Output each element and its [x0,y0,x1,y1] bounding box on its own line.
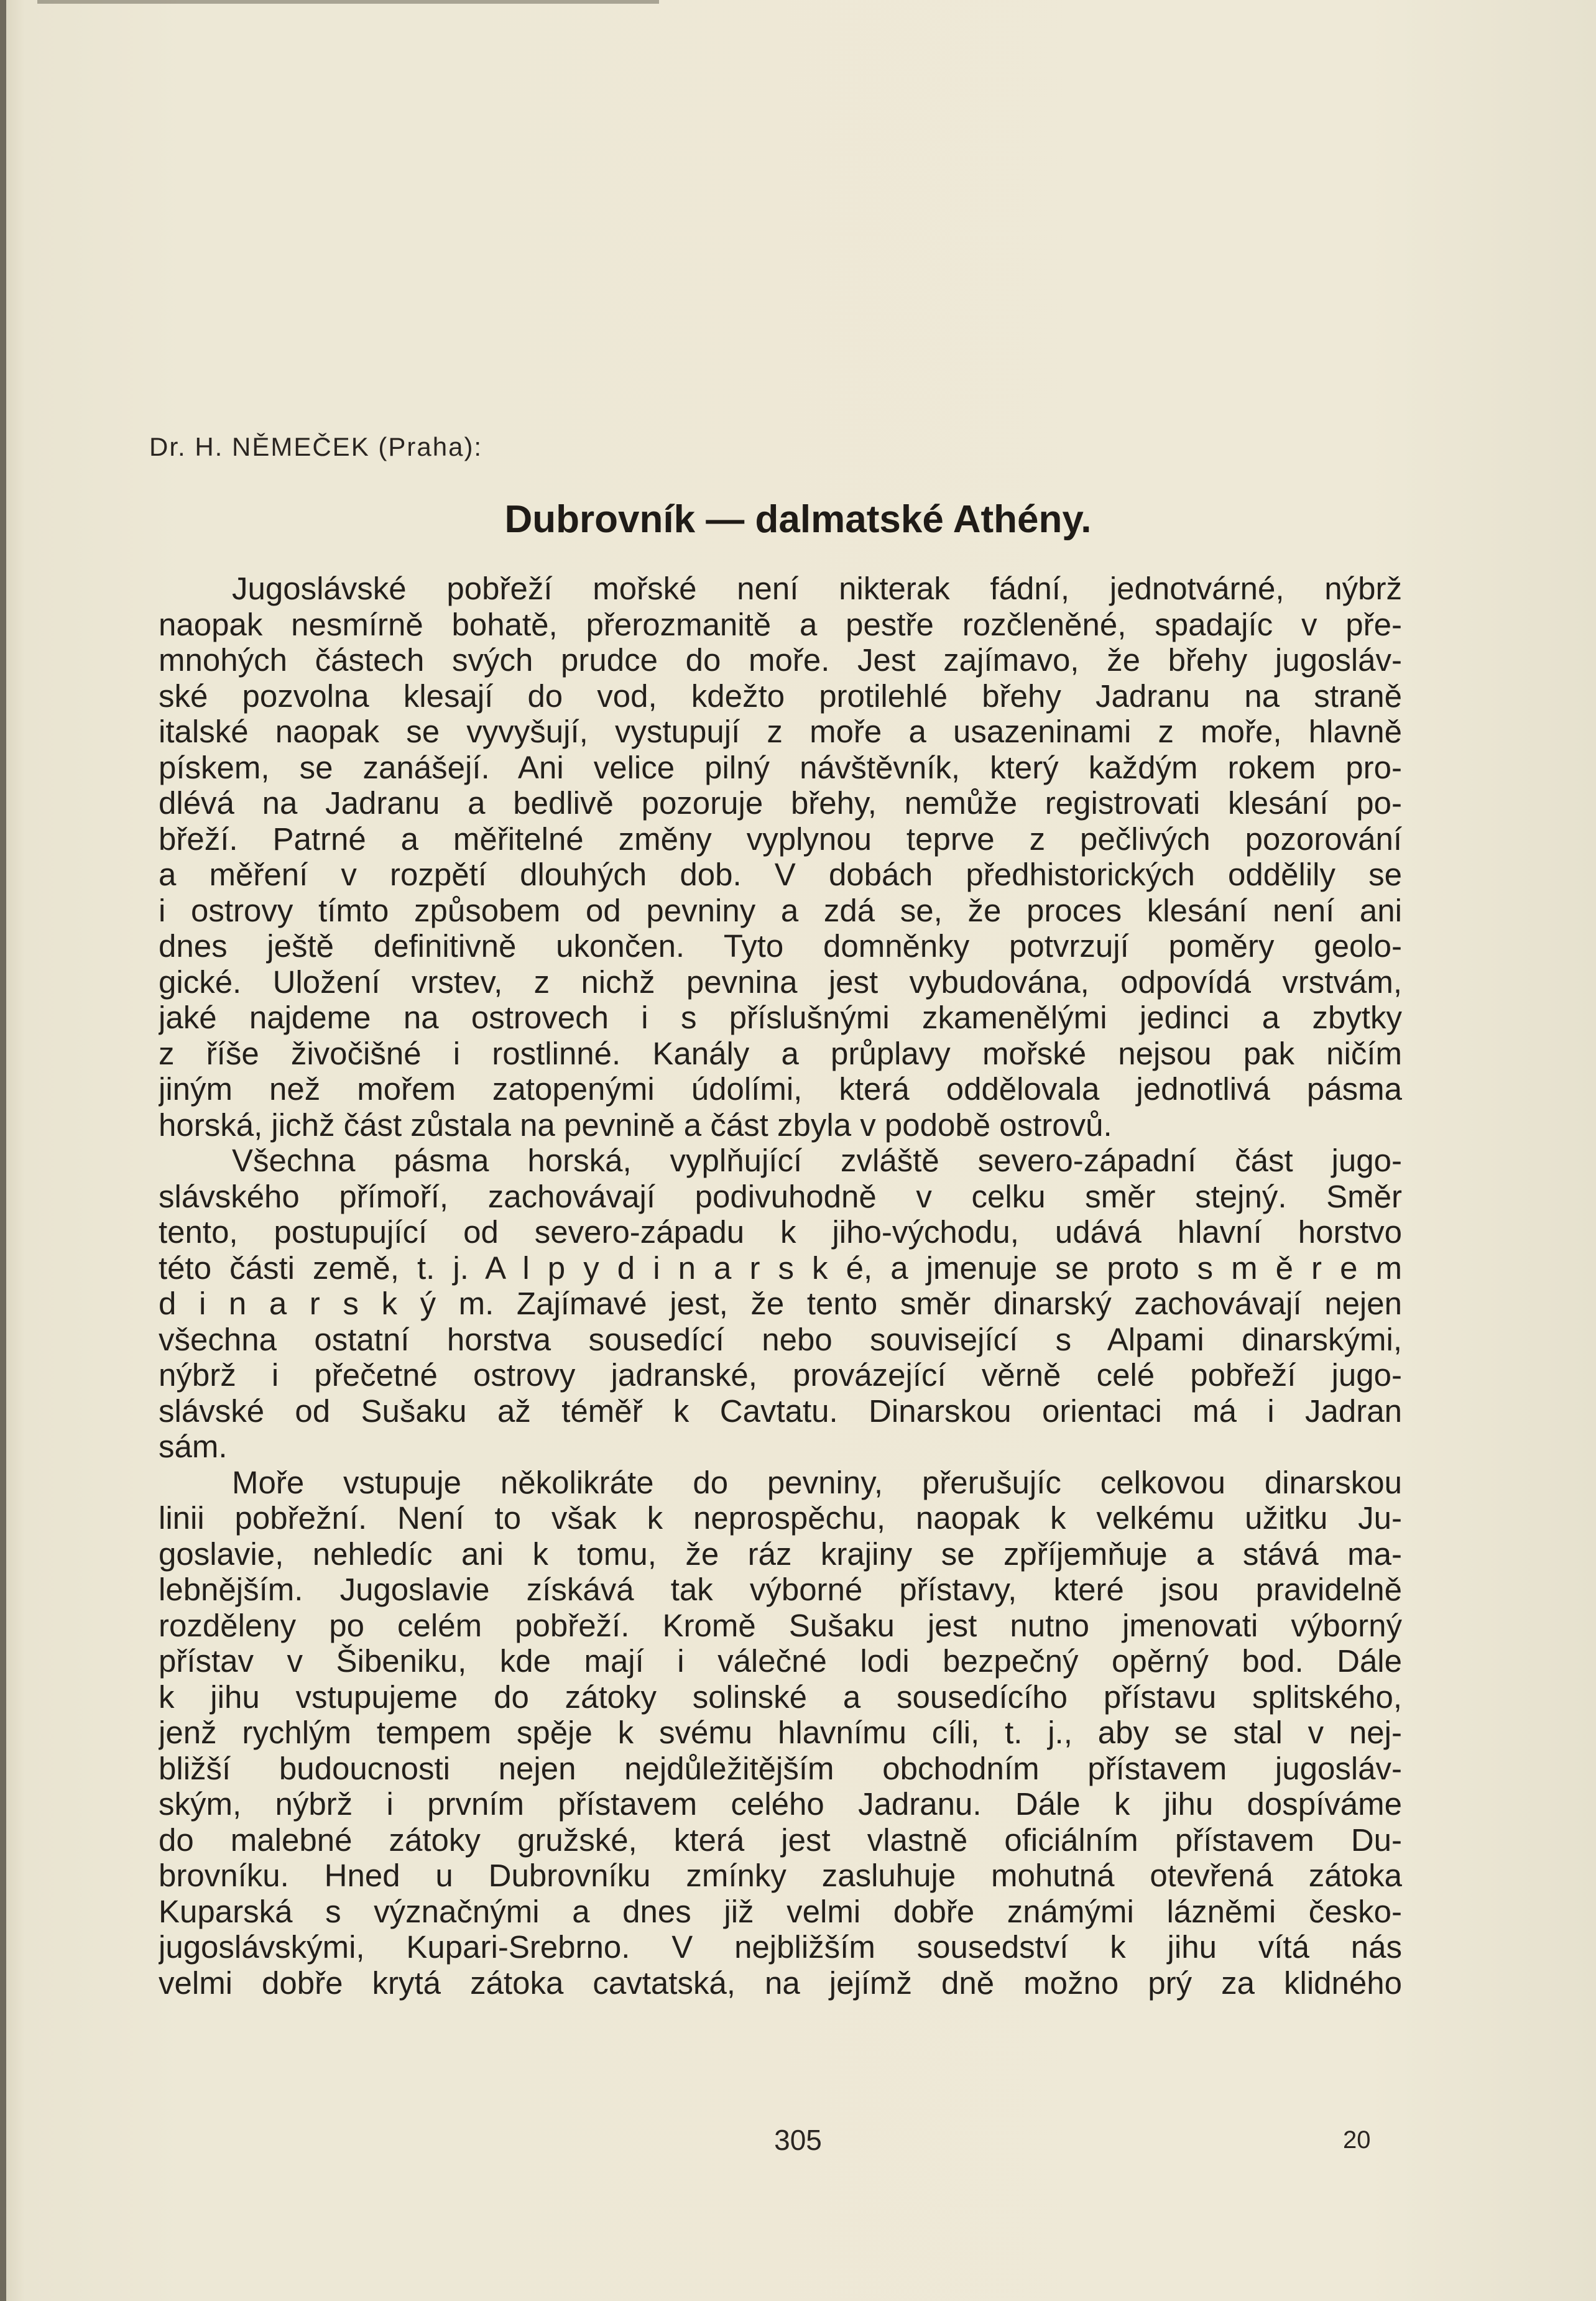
text-line: z říše živočišné i rostlinné. Kanály a průplavy mořské nejsou pak ničím [159,1035,1402,1071]
book-spine-edge [0,0,6,2301]
text-line: Všechna pásma horská, vyplňující zvláště severo-západní část jugo- [232,1143,1402,1178]
paragraph-2 [159,1143,1402,1465]
text-line: nýbrž i přečetné ostrovy jadranské, provázející věrně celé pobřeží jugo- [159,1357,1402,1393]
paragraph-3 [159,1465,1402,2001]
text-line: slávského přímoří, zachovávají podivuhodně v celku směr stejný. Směr [159,1178,1402,1214]
text-line: goslavie, nehledíc ani k tomu, že ráz krajiny se zpříjemňuje a stává ma- [159,1536,1402,1572]
text-line: přístav v Šibeniku, kde mají i válečné lodi bezpečný opěrný bod. Dále [159,1643,1402,1679]
text-line: Moře vstupuje několikráte do pevniny, přerušujíc celkovou dinarskou [232,1464,1402,1500]
text-line: Jugoslávské pobřeží mořské není nikterak fádní, jednotvárné, nýbrž [232,571,1402,606]
text-line: a měření v rozpětí dlouhých dob. V dobách předhistorických oddělily se [159,857,1402,892]
text-line: i ostrovy tímto způsobem od pevniny a zdá se, že proces klesání není ani [159,892,1402,928]
text-line: jaké najdeme na ostrovech i s příslušnými zkamenělými jedinci a zbytky [159,1000,1402,1035]
article-body [159,571,1402,2001]
text-line: ské pozvolna klesají do vod, kdežto protilehlé břehy Jadranu na straně [159,678,1402,714]
text-line: bližší budoucnosti nejen nejdůležitějším obchodním přístavem jugosláv- [159,1750,1402,1786]
text-line: mnohých částech svých prudce do moře. Jest zajímavo, že břehy jugosláv- [159,642,1402,678]
text-line: slávské od Sušaku až téměř k Cavtatu. Dinarskou orientaci má i Jadran [159,1393,1402,1429]
text-line: tento, postupující od severo-západu k jiho-východu, udává hlavní horstvo [159,1214,1402,1250]
paragraph-1 [159,571,1402,1143]
text-line: k jihu vstupujeme do zátoky solinské a sousedícího přístavu splitského, [159,1679,1402,1715]
text-line: italské naopak se vyvyšují, vystupují z moře a usazeninami z moře, hlavně [159,714,1402,749]
text-line: rozděleny po celém pobřeží. Kromě Sušaku jest nutno jmenovati výborný [159,1607,1402,1643]
text-line: jiným než mořem zatopenými údolími, která oddělovala jednotlivá pásma [159,1071,1402,1107]
text-line: všechna ostatní horstva sousedící nebo související s Alpami dinarskými, [159,1321,1402,1357]
text-line: ským, nýbrž i prvním přístavem celého Jadranu. Dále k jihu dospíváme [159,1786,1402,1822]
article-title: Dubrovník — dalmatské Athény. [504,498,1092,541]
text-line: naopak nesmírně bohatě, přerozmanitě a pestře rozčleněné, spadajíc v pře- [159,606,1402,642]
text-line: horská, jichž část zůstala na pevnině a část zbyla v podobě ostrovů. [159,1107,1112,1143]
text-line: jenž rychlým tempem spěje k svému hlavnímu cíli, t. j., aby se stal v nej- [159,1715,1402,1750]
text-line: lebnějším. Jugoslavie získává tak výborné přístavy, které jsou pravidelně [159,1572,1402,1607]
page-number: 305 [774,2124,822,2156]
text-line: jugoslávskými, Kupari-Srebrno. V nejbližším sousedství k jihu vítá nás [159,1929,1402,1965]
text-line: gické. Uložení vrstev, z nichž pevnina jest vybudována, odpovídá vrstvám, [159,964,1402,1000]
text-line: brovníku. Hned u Dubrovníku zmínky zasluhuje mohutná otevřená zátoka [159,1858,1402,1893]
article-author: Dr. H. NĚMEČEK (Praha): [149,432,483,461]
text-line: do malebné zátoky gružské, která jest vlastně oficiálním přístavem Du- [159,1822,1402,1858]
text-line: velmi dobře krytá zátoka cavtatská, na jejímž dně možno prý za klidného [159,1965,1402,2001]
text-line: této části země, t. j. A l p y d i n a r s k é, a jmenuje se proto s m ě r e m [159,1250,1402,1286]
text-line: d i n a r s k ý m. Zajímavé jest, že tento směr dinarský zachovávají nejen [159,1286,1402,1321]
text-line: dnes ještě definitivně ukončen. Tyto domněnky potvrzují poměry geolo- [159,928,1402,964]
text-line: břeží. Patrné a měřitelné změny vyplynou teprve z pečlivých pozorování [159,821,1402,857]
text-line: linii pobřežní. Není to však k neprospěchu, naopak k velkému užitku Ju- [159,1500,1402,1536]
text-line: sám. [159,1429,228,1464]
text-line: pískem, se zanášejí. Ani velice pilný návštěvník, který každým rokem pro- [159,749,1402,785]
scan-shadow [37,0,659,4]
text-line: dlévá na Jadranu a bedlivě pozoruje břehy, nemůže registrovati klesání po- [159,785,1402,821]
text-line: Kuparská s význačnými a dnes již velmi dobře známými lázněmi česko- [159,1893,1402,1929]
printer-signature-mark: 20 [1343,2126,1371,2154]
